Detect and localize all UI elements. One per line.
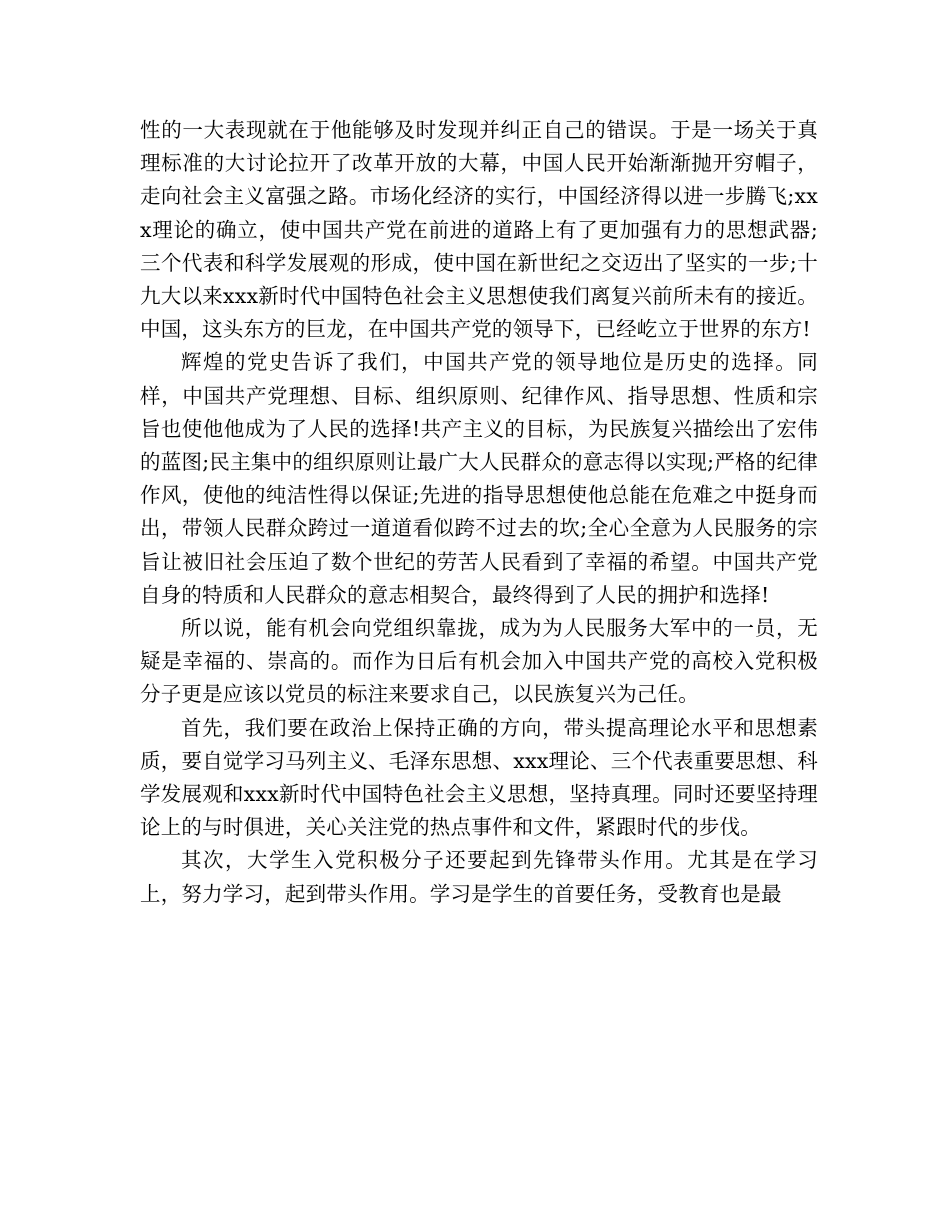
paragraph-3: 所以说，能有机会向党组织靠拢，成为为人民服务大军中的一员，无疑是幸福的、崇高的。而作为日后有机会加入中国共产党的高校入党积极分子更是应该以党员的标注来要求自己，以民族复兴为己任。 bbox=[140, 616, 818, 707]
paragraph-2: 辉煌的党史告诉了我们，中国共产党的领导地位是历史的选择。同样，中国共产党理想、目标、组织原则、纪律作风、指导思想、性质和宗旨也使他他成为了人民的选择!共产主义的目标，为民族复兴描绘出了宏伟的蓝图;民主集中的组织原则让最广大人民群众的意志得以实现;严格的纪律作风，使他的纯洁性得以保证;先进的指导思想使他总能在危难之中挺身而出，带领人民群众跨过一道道看似跨不过去的坎;全心全意为人民服务的宗旨让被旧社会压迫了数个世纪的劳苦人民看到了幸福的希望。中国共产党自身的特质和人民群众的意志相契合，最终得到了人民的拥护和选择! bbox=[140, 350, 818, 607]
paragraph-4: 首先，我们要在政治上保持正确的方向，带头提高理论水平和思想素质，要自觉学习马列主义、毛泽东思想、xxx理论、三个代表重要思想、科学发展观和xxx新时代中国特色社会主义思想，坚持真理。同时还要坚持理论上的与时俱进，关心关注党的热点事件和文件，紧跟时代的步伐。 bbox=[140, 715, 818, 840]
paragraph-1: 性的一大表现就在于他能够及时发现并纠正自己的错误。于是一场关于真理标准的大讨论拉开了改革开放的大幕，中国人民开始渐渐抛开穷帽子，走向社会主义富强之路。市场化经济的实行，中国经济得以进一步腾飞;xxx理论的确立，使中国共产党在前进的道路上有了更加强有力的思想武器;三个代表和科学发展观的形成，使中国在新世纪之交迈出了坚实的一步;十九大以来xxx新时代中国特色社会主义思想使我们离复兴前所未有的接近。中国，这头东方的巨龙，在中国共产党的领导下，已经屹立于世界的东方! bbox=[140, 118, 818, 342]
document-body bbox=[140, 114, 818, 911]
paragraph-5: 其次，大学生入党积极分子还要起到先锋带头作用。尤其是在学习上，努力学习，起到带头作用。学习是学生的首要任务，受教育也是最 bbox=[140, 848, 818, 906]
